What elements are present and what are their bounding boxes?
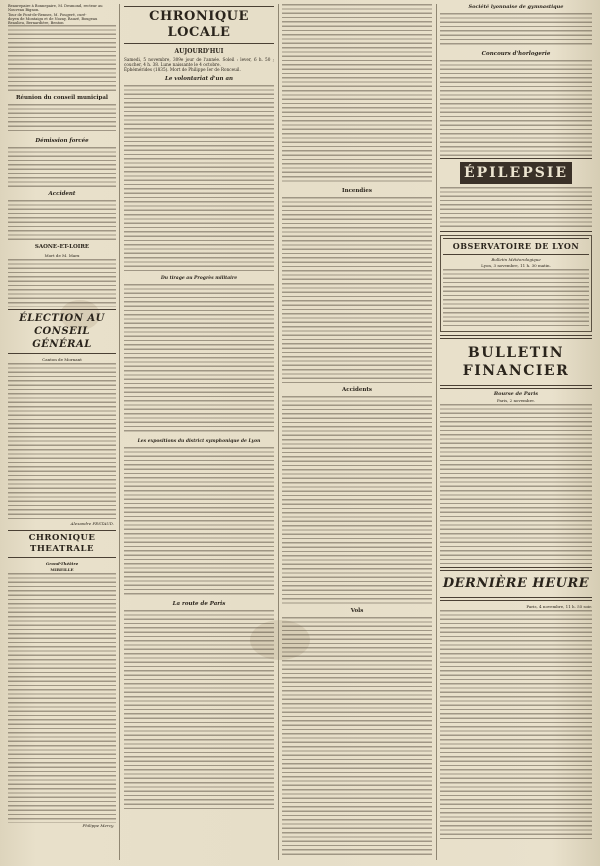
text-block — [124, 610, 274, 810]
signature: Alexandre FESTAUD. — [70, 521, 114, 527]
text-block — [124, 284, 274, 434]
text-block — [282, 4, 432, 184]
section-subheading: MIREILLE — [50, 566, 74, 572]
date-line: Paris, 2 novembre. — [496, 398, 535, 403]
section-heading: Incendies — [342, 188, 372, 194]
text-block — [8, 104, 116, 134]
text-block — [8, 147, 116, 187]
section-heading: La route de Paris — [172, 601, 226, 607]
divider — [440, 385, 592, 389]
text-block — [440, 60, 592, 156]
epilepsie-advertisement: ÉPILEPSIE — [460, 162, 572, 184]
observatoire-title: OBSERVATOIRE DE LYON — [443, 238, 589, 255]
text-block — [282, 197, 432, 383]
text-block — [282, 396, 432, 604]
bulletin-title: BULLETIN FINANCIER — [462, 345, 570, 379]
section-heading: Les expositions du district symphonique de Lyon — [137, 439, 261, 444]
divider — [440, 231, 592, 232]
divider — [440, 597, 592, 601]
text-block — [440, 187, 592, 229]
section-subheading: Canton de Mornant — [42, 357, 82, 363]
date-line: Paris, 4 novembre, 11 h. 55 soir. — [526, 604, 592, 609]
section-heading: Réunion du conseil municipal — [15, 95, 109, 102]
column-rule — [278, 4, 279, 860]
observatoire-box — [440, 235, 592, 332]
date-line: Samedi, 5 novembre, 309e jour de l'année. Soleil : lever, 6 h. 50 ; coucher, 4 h. 38. Lune naissante le 4 octobre. — [124, 57, 274, 67]
section-heading: Société lyonnaise de gymnastique — [468, 4, 564, 10]
section-heading: Du tirage au Progrès militaire — [160, 276, 238, 281]
section-subheading: Mort de M. Marx — [44, 253, 80, 259]
text-block — [8, 200, 116, 240]
section-subheading: Bulletin Météorologique — [491, 257, 541, 262]
intro-line: Beaurepaire à Bonnepaire, M. Desmond, recteur au — [8, 4, 103, 8]
divider — [440, 158, 592, 159]
column-2 — [124, 4, 274, 862]
column-1 — [8, 4, 116, 862]
divider — [440, 567, 592, 571]
section-heading: Concours d'horlogerie — [481, 51, 551, 57]
text-block — [8, 573, 116, 823]
ephemeride: Éphémérides (1835). Mort de Philippe Ier de Ronceuil. — [124, 67, 241, 72]
section-heading: SAONE-ET-LOIRE — [34, 244, 90, 251]
section-heading: Le volontariat d'un an — [164, 76, 234, 82]
text-block — [124, 85, 274, 271]
column-rule — [119, 4, 120, 860]
text-block — [282, 617, 432, 857]
text-block — [8, 363, 116, 521]
signature: Philippe Mercy. — [82, 822, 114, 828]
text-block — [8, 25, 116, 91]
section-heading: Vols — [350, 608, 364, 614]
column-4 — [440, 4, 592, 862]
column-3 — [282, 4, 432, 862]
text-block — [440, 610, 592, 840]
column-rule — [436, 4, 437, 860]
text-block — [124, 447, 274, 597]
section-subheading: Grand-Théâtre — [45, 560, 79, 566]
section-subheading: Bourse de Paris — [493, 391, 539, 397]
intro-line: Tour de Pont-de-Rennes, M. Fougeré, curé- — [8, 12, 87, 17]
intro-line: doyen de Montaigu et de Nozay, Rauzé, Bougeau — [8, 16, 98, 21]
text-block — [8, 259, 116, 307]
election-title: ÉLECTION AU CONSEIL GÉNÉRAL — [8, 309, 116, 354]
divider — [440, 335, 592, 339]
section-heading: AUJOURD'HUI — [174, 48, 224, 55]
intro-line: Beaulieu, Bernardière, Benton — [8, 21, 64, 26]
intro-line: Nouveau Bignon. — [8, 8, 40, 13]
theatre-title: CHRONIQUE THEATRALE — [8, 530, 116, 558]
text-block — [440, 404, 592, 564]
text-block — [443, 269, 589, 329]
text-block — [440, 13, 592, 47]
derniere-heure-title: DERNIÈRE HEURE — [442, 576, 590, 591]
section-heading: Accidents — [341, 387, 373, 393]
chronique-locale-title: CHRONIQUE LOCALE — [124, 6, 274, 44]
section-heading: Démission forcée — [35, 138, 89, 145]
section-heading: Accident — [48, 191, 76, 198]
date-line: Lyon, 3 novembre, 11 h. 30 matin. — [481, 263, 551, 268]
